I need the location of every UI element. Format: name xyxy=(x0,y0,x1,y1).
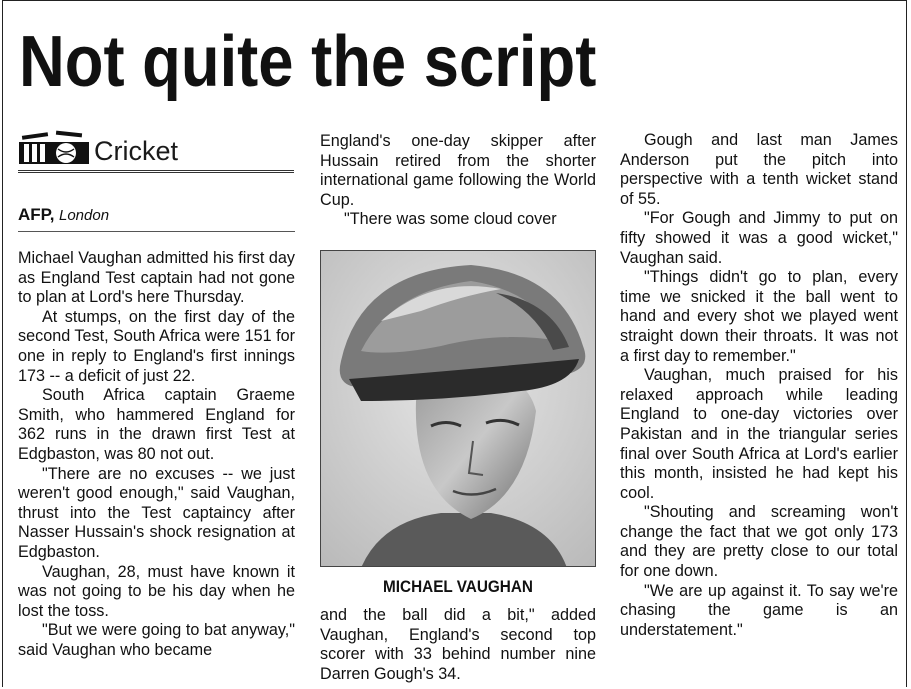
paragraph: "Shouting and screaming won't change the fact that we got only 173 and they are pretty close to our total for one down. xyxy=(620,503,898,581)
section-header xyxy=(18,126,294,173)
paragraph: and the ball did a bit," added Vaughan, England's second top scorer with 33 behind number nine Darren Gough's 34. xyxy=(320,606,596,683)
paragraph: "There are no excuses -- we just weren't good enough," said Vaughan, thrust into the Test captaincy after Nasser Hussain's shock resignation at Edgbaston. xyxy=(18,464,295,561)
paragraph: "Things didn't go to plan, every time we snicked it the ball went to hand and every shot we played went straight down their throats. It was not a first day to remember." xyxy=(620,268,898,365)
cricket-stumps-ball-icon xyxy=(18,130,90,166)
article-column-3 xyxy=(620,131,898,640)
paragraph: "But we were going to bat anyway," said Vaughan who became xyxy=(18,621,295,659)
photo-caption: MICHAEL VAUGHAN xyxy=(383,577,533,596)
paragraph: "For Gough and Jimmy to put on fifty showed it was a good wicket," Vaughan said. xyxy=(620,209,898,267)
article-column-2-top xyxy=(320,132,596,230)
paragraph: Gough and last man James Anderson put the pitch into perspective with a tenth wicket stand of 55. xyxy=(620,131,898,208)
paragraph: At stumps, on the first day of the second Test, South Africa were 151 for one in reply to England's first innings 173 -- a deficit of just 22. xyxy=(18,307,295,385)
byline-agency: AFP, xyxy=(18,205,55,224)
byline-place: London xyxy=(59,207,110,224)
paragraph: "There was some cloud cover xyxy=(344,210,557,229)
portrait-photo xyxy=(320,250,596,567)
portrait-image xyxy=(321,251,596,567)
article-column-2-bottom xyxy=(320,606,596,684)
paragraph: South Africa captain Graeme Smith, who hammered England for 362 runs in the drawn first Test at Edgbaston, was 80 not out. xyxy=(18,386,295,463)
section-name: Cricket xyxy=(94,136,179,166)
byline xyxy=(18,205,295,232)
headline: Not quite the script xyxy=(19,22,597,102)
paragraph: Michael Vaughan admitted his first day as England Test captain had not gone to plan at Lord's here Thursday. xyxy=(18,249,295,307)
paragraph: Vaughan, 28, must have known it was not going to be his day when he lost the toss. xyxy=(18,562,295,620)
paragraph: Vaughan, much praised for his relaxed approach while leading England to one-day victories over Pakistan and in the triangular series final over South Africa at Lord's earlier this month, insisted he had kept his cool. xyxy=(620,366,898,502)
paragraph: "We are up against it. To say we're chasing the game is an understatement." xyxy=(620,581,898,639)
paragraph: England's one-day skipper after Hussain retired from the shorter international game following the World Cup. xyxy=(320,132,596,209)
article-column-1 xyxy=(18,249,295,660)
